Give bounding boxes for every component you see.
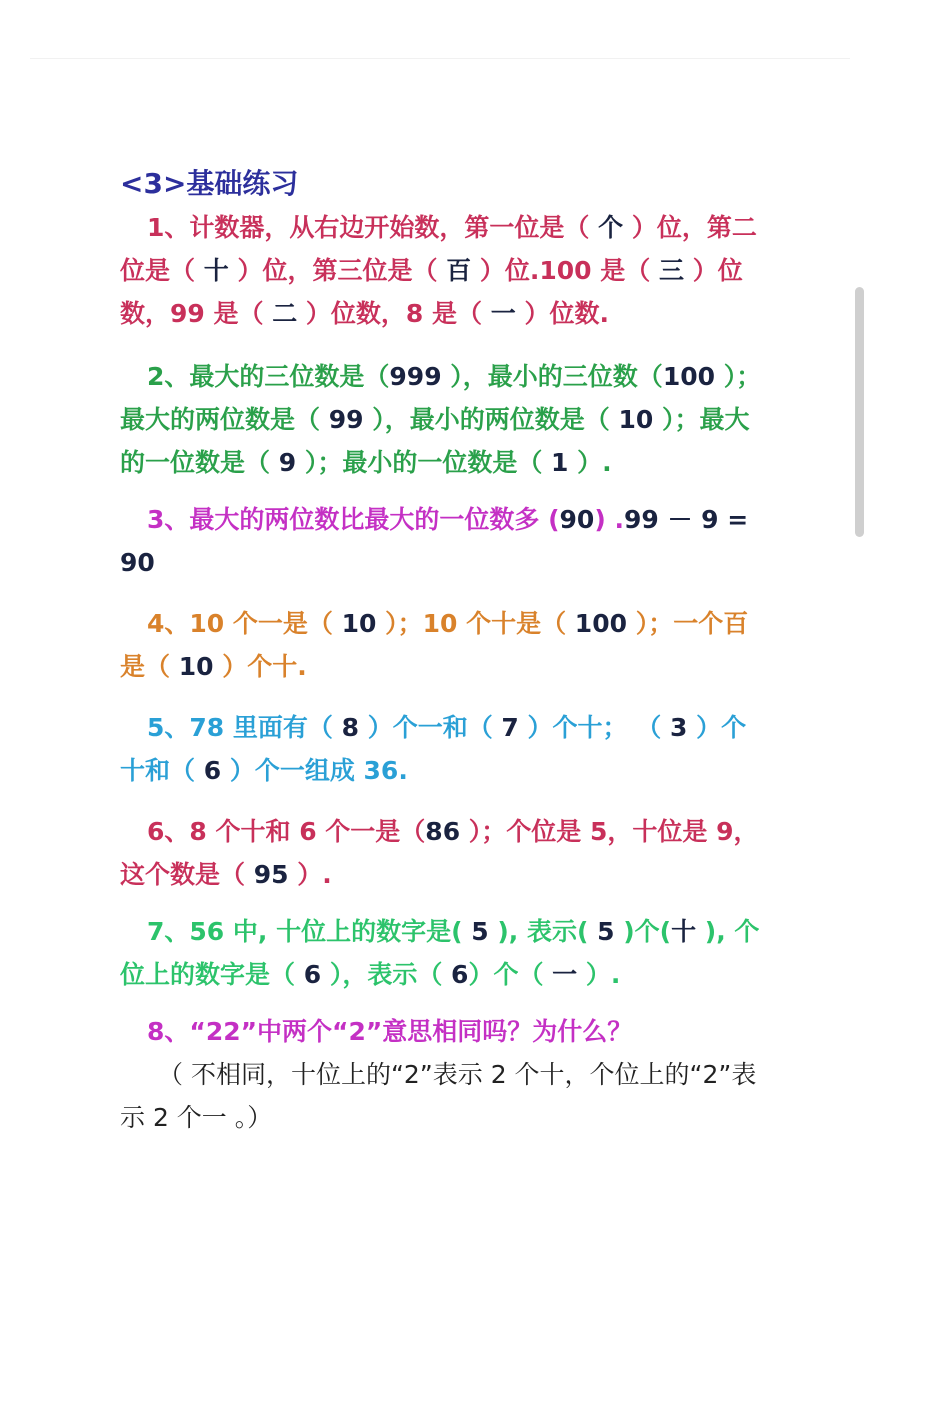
q5-answer: 7 — [492, 713, 528, 742]
q5-text: ）个一和（ — [367, 713, 493, 742]
q2-answer: 1 — [542, 448, 578, 477]
q1-text: ）位.100 是（ — [479, 256, 651, 285]
question-3 — [120, 498, 770, 584]
q7-answer: 6 — [295, 960, 330, 989]
q6-text: ）. — [297, 860, 332, 889]
q1-answer: 一 — [482, 299, 525, 328]
q4-answer: 10 — [170, 652, 223, 681]
question-2 — [120, 355, 770, 484]
q3-answer: 90 — [559, 505, 595, 534]
q7-answer: 十 — [671, 917, 697, 946]
q2-text: ），最小的三位数（ — [441, 362, 663, 391]
q4-text: ）；10 个十是（ — [385, 609, 567, 638]
q7-answer: 5 — [588, 917, 624, 946]
q1-answer: 三 — [650, 256, 693, 285]
q7-text: 7、56 中, 十位上的数字是( — [147, 917, 463, 946]
question-4 — [120, 602, 770, 688]
q7-text: ), 个位上的数字是（ — [120, 917, 760, 989]
q2-text: ）；最小的一位数是（ — [304, 448, 543, 477]
q6-answer: 86 — [425, 817, 461, 846]
q5-answer: 8 — [332, 713, 368, 742]
question-7 — [120, 910, 770, 996]
q2-answer: 99 — [320, 405, 373, 434]
question-8-answer: （ 不相同，十位上的“2”表示 2 个十，个位上的“2”表示 2 个一 。） — [120, 1060, 757, 1132]
q2-answer: 999 — [389, 362, 442, 391]
q1-answer: 二 — [263, 299, 306, 328]
q1-text: ）位，第三位是（ — [237, 256, 438, 285]
q5-answer: 6 — [195, 756, 230, 785]
q1-text: ）位数. — [524, 299, 609, 328]
q1-text: ）位，第二位是（ — [120, 213, 757, 285]
q1-answer: 个 — [589, 213, 632, 242]
q7-answer: 一 — [543, 960, 586, 989]
q6-text: 6、8 个十和 6 个一是（ — [147, 817, 426, 846]
q5-text: ）个一组成 36. — [229, 756, 408, 785]
q5-text: ）个十； （ — [527, 713, 662, 742]
q4-text: ）个十. — [222, 652, 307, 681]
q1-text: ）位数，99 是（ — [120, 256, 743, 328]
vertical-scrollbar[interactable] — [855, 287, 864, 537]
q3-text: ) . — [594, 505, 624, 534]
q6-answer: 95 — [245, 860, 298, 889]
exercise-document — [120, 162, 770, 1139]
q7-text: ），表示（ — [329, 960, 443, 989]
question-6 — [120, 810, 770, 896]
q7-text: )个( — [623, 917, 672, 946]
q1-answer: 十 — [195, 256, 238, 285]
top-divider — [30, 58, 850, 59]
q7-text: ), 表示( — [497, 917, 589, 946]
q1-text: 1、计数器，从右边开始数，第一位是（ — [147, 213, 590, 242]
q2-text: ），最小的两位数是（ — [372, 405, 610, 434]
q4-answer: 10 — [332, 609, 386, 638]
q4-answer: 100 — [566, 609, 636, 638]
q2-text: ）；最大的一位数是（ — [120, 405, 750, 477]
question-5 — [120, 706, 770, 792]
q1-text: ）位数，8 是（ — [305, 299, 483, 328]
q7-text: ）. — [585, 960, 621, 989]
q2-text: ）；最大的两位数是（ — [120, 362, 762, 434]
q3-calculation: 99 － 9 = 90 — [120, 505, 749, 577]
q7-text: ）个（ — [468, 960, 544, 989]
section-heading: <3>基础练习 — [120, 167, 299, 200]
q3-text: 3、最大的两位数比最大的一位数多 ( — [147, 505, 560, 534]
q7-answer: 6 — [442, 960, 469, 989]
q2-text: ）. — [577, 448, 612, 477]
q4-text: 4、10 个一是（ — [147, 609, 333, 638]
q2-answer: 100 — [662, 362, 715, 391]
q6-text: ）；个位是 5，十位是 9，这个数是（ — [120, 817, 759, 889]
q5-text: ）个十和（ — [120, 713, 747, 785]
q5-answer: 3 — [661, 713, 697, 742]
q1-answer: 百 — [437, 256, 480, 285]
q7-answer: 5 — [462, 917, 498, 946]
q2-answer: 9 — [270, 448, 305, 477]
question-8: 8、“22”中两个“2”意思相同吗？为什么？ — [147, 1017, 633, 1046]
q2-text: 2、最大的三位数是（ — [147, 362, 390, 391]
question-1 — [120, 206, 770, 335]
q2-answer: 10 — [609, 405, 662, 434]
q5-text: 5、78 里面有（ — [147, 713, 333, 742]
q4-text: ）；一个百是（ — [120, 609, 749, 681]
